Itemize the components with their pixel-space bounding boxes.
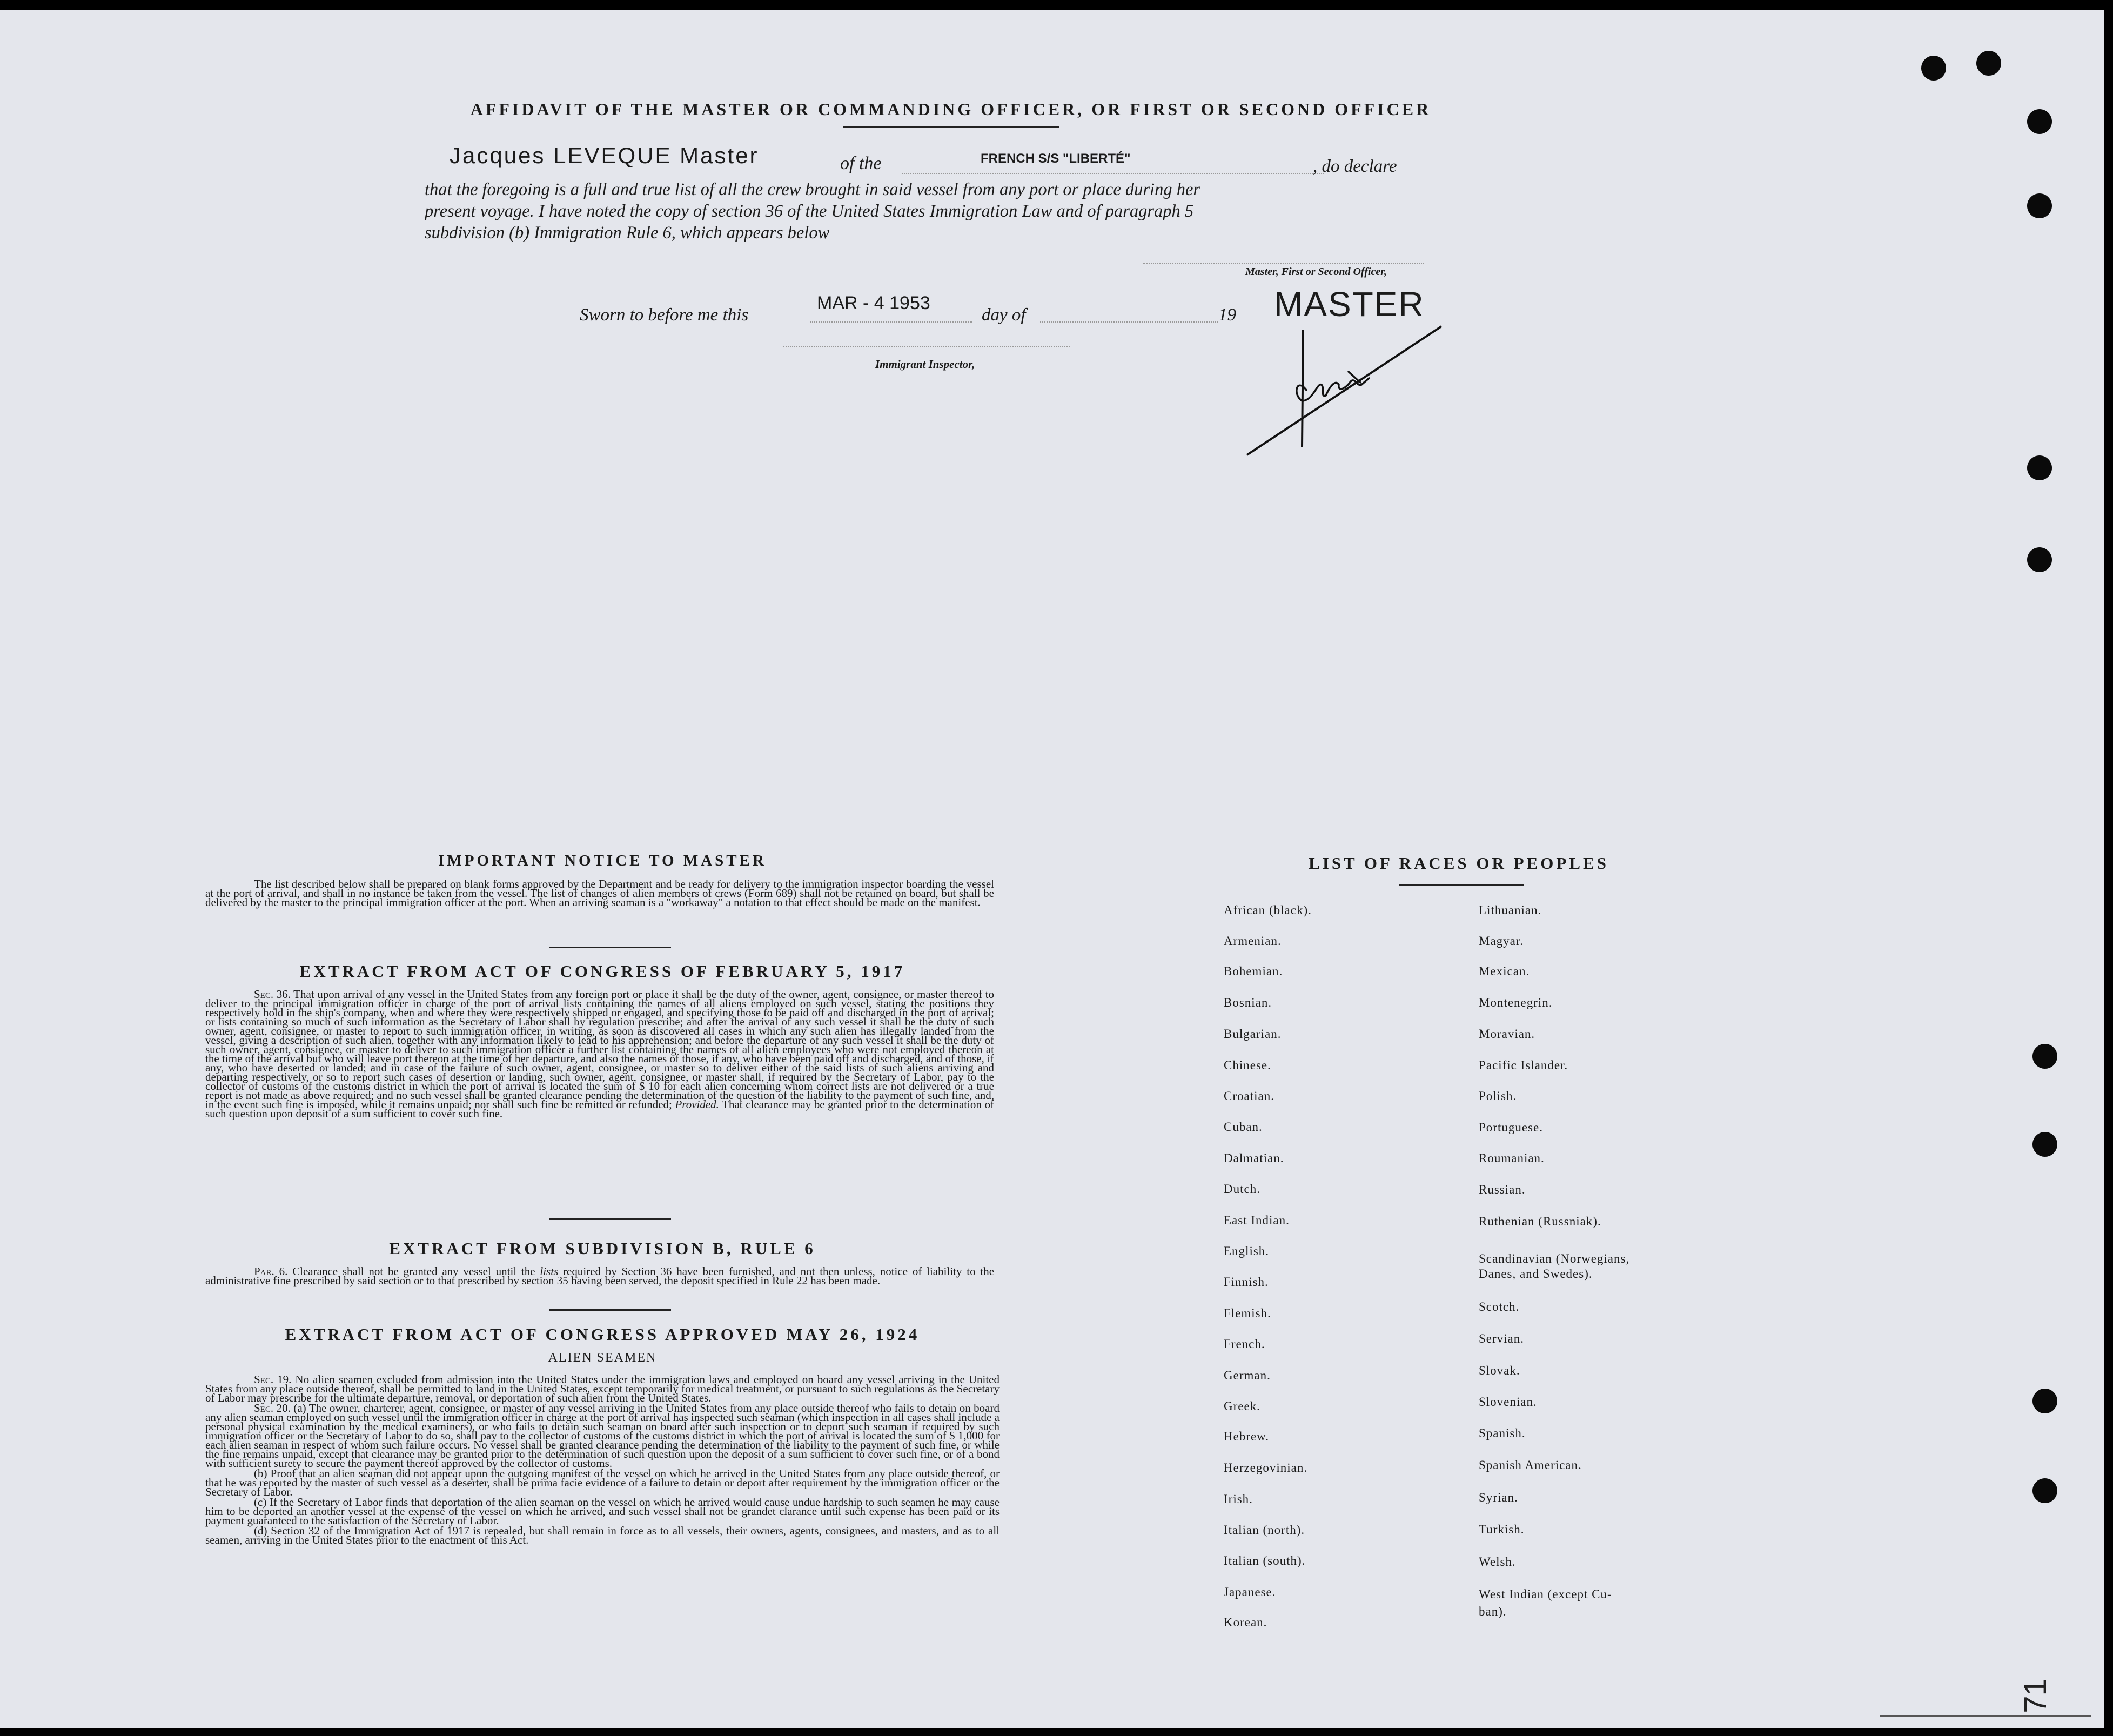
punch-hole (2027, 193, 2052, 218)
month-fill-line (1040, 321, 1218, 323)
race-entry: Bosnian. (1224, 996, 1272, 1009)
race-entry: Bohemian. (1224, 964, 1283, 978)
race-entry: Servian. (1479, 1332, 1525, 1345)
punch-hole (2032, 1132, 2057, 1157)
inspector-fill-line (783, 346, 1070, 347)
race-entry: Herzegovinian. (1224, 1461, 1308, 1474)
act-1924-text-block (205, 1375, 1000, 1546)
page-corner-line (1880, 1715, 2091, 1717)
section-rule (549, 1309, 671, 1311)
section-36-label: Sec. 36. (254, 988, 291, 1001)
race-entry: Dalmatian. (1224, 1151, 1284, 1165)
of-the-label: of the (840, 153, 882, 173)
race-entry: Flemish. (1224, 1306, 1271, 1320)
race-entry: Hebrew. (1224, 1430, 1270, 1443)
race-entry: West Indian (except Cu- (1479, 1587, 1612, 1601)
punch-hole (2032, 1478, 2057, 1503)
race-entry: Mexican. (1479, 964, 1530, 978)
race-entry: Japanese. (1224, 1585, 1276, 1599)
provided-word: Provided. (675, 1098, 719, 1111)
punch-hole (2032, 1389, 2057, 1413)
section-36-body: That upon arrival of any vessel in the United States from any foreign port or place it shall be the duty of the owner, agent, consignee, or master thereof to deliver to the principal immigration officer in charge of the port of arrival lists containing the names of all aliens employed on such vessel, stating the positions they respectively hold in the ship's company, when and where they were respectively shipped or engaged, and specifying those to be paid off and discharged in the port of arrival; or lists containing so much of such information as the Secretary of Labor shall by regulation prescribe; and after the arrival of any such vessel it shall be the duty of such owner, agent, consignee, or master to report to such immigration officer, in writing, as soon as discovered all cases in which any such alien has illegally landed from the vessel, giving a description of such alien, together with any information likely to lead to his apprehension; and before the departure of any such vessel it shall be the duty of such owner, agent, consignee, or master to deliver to such immigration officer a further list containing the names of all alien employees who were not employed thereon at the time of the arrival but who will leave port thereon at the time of her departure, and also the names of those, if any, who have been paid off and discharged, and of those, if any, who have deserted or landed; and in case of the failure of such owner, agent, consignee, or master so to deliver either of the said lists of such aliens arriving and departing respectively, or so to report such cases of desertion or landing, such owner, agent, consignee, or master shall, if required by the Secretary of Labor, pay to the collector of customs of the customs district in which the port of arrival is located the sum of $ 10 for each alien concerning whom correct lists are not delivered or a true report is not made as above required; and no such vessel shall be granted clearance pending the determination of the question of the liability to the payment of such fine, and, in the event such fine is imposed, while it remains unpaid; nor shall such fine be remitted or refunded; (205, 988, 994, 1111)
section-20a-text (205, 1404, 1000, 1468)
race-entry: Chinese. (1224, 1058, 1271, 1072)
race-entry: Danes, and Swedes). (1479, 1267, 1593, 1281)
race-entry: Scandinavian (Norwegians, (1479, 1252, 1630, 1265)
master-signature (1243, 319, 1448, 465)
lists-word: lists (540, 1265, 559, 1278)
section-20a-body: (a) The owner, charterer, agent, consignee, or master of any vessel arriving in the United States from any place outside thereof who fails to detain on board any alien seaman employed on such vessel until the immigration officer in charge at the port of arrival has inspected such seaman (which inspection in all cases shall include a personal physical examination by the medical examiners), or who fails to detain such seaman on board after such inspection or to deport such seaman if required by such immigration officer or the Secretary of Labor to do so, shall pay to the collector of customs of the customs district in which the port of arrival is located the sum of $ 1,000 for each alien seaman in respect of whom such failure occurs. No vessel shall be granted clearance pending the determination of the liability to the payment of such fine, or while the fine remains unpaid, except that clearance may be granted prior to the determination of such question upon the deposit of a sum sufficient to cover such fine, or of a bond with sufficient surety to secure the payment thereof approved by the collector of customs. (205, 1402, 1000, 1470)
master-name-stamp: Jacques LEVEQUE Master (450, 143, 759, 168)
race-entry: Turkish. (1479, 1523, 1525, 1536)
race-entry: Montenegrin. (1479, 996, 1553, 1009)
affidavit-body-line: present voyage. I have noted the copy of section 36 of the United States Immigration Law and of paragraph 5 (425, 202, 1194, 221)
race-entry: Portuguese. (1479, 1121, 1543, 1134)
race-entry: Syrian. (1479, 1491, 1518, 1504)
notice-text: The list described below shall be prepared on blank forms approved by the Department and be ready for delivery to the immigration inspector boarding the vessel at the port of arrival, and shall in no instance be taken from the vessel. The list of changes of alien members of crews (Form 689) shall not be retained on board, but shall be delivered by the master to the principal immigration officer at the port. When an arriving seaman is a "workaway" a notation to that effect should be made on the manifest. (205, 877, 994, 909)
race-entry: French. (1224, 1337, 1265, 1351)
section-19-label: Sec. 19. (254, 1373, 292, 1386)
rule-6-text-block (205, 1267, 994, 1286)
page-number-mark: 71 (2017, 1678, 2053, 1713)
punch-hole (2032, 1044, 2057, 1069)
do-declare-label: , do declare (1313, 157, 1397, 176)
race-entry: Bulgarian. (1224, 1027, 1282, 1041)
paragraph-6-label: Par. 6. (254, 1265, 288, 1278)
races-title: LIST OF RACES OR PEOPLES (1309, 854, 1609, 873)
rule-6-title: EXTRACT FROM SUBDIVISION B, RULE 6 (389, 1239, 816, 1258)
alien-seamen-subtitle: ALIEN SEAMEN (548, 1351, 657, 1365)
race-entry: Scotch. (1479, 1300, 1520, 1313)
race-entry: English. (1224, 1244, 1270, 1258)
punch-hole (2027, 455, 2052, 480)
act-1924-title: EXTRACT FROM ACT OF CONGRESS APPROVED MAY 26, 1924 (285, 1325, 920, 1344)
race-entry: Armenian. (1224, 934, 1282, 948)
section-20d-text: (d) Section 32 of the Immigration Act of 1917 is repealed, but shall remain in force as to all vessels, their owners, agents, consignees, and masters, and as to all seamen, arriving in the United States prior to the enactment of this Act. (205, 1524, 1000, 1546)
date-fill-line (810, 321, 972, 323)
race-entry: Italian (north). (1224, 1523, 1305, 1537)
title-rule (843, 126, 1059, 128)
race-entry: East Indian. (1224, 1214, 1290, 1227)
race-entry: Roumanian. (1479, 1151, 1545, 1165)
punch-hole (1976, 51, 2001, 76)
inspector-label: Immigrant Inspector, (875, 358, 975, 371)
race-entry: Croatian. (1224, 1089, 1274, 1103)
race-entry: Korean. (1224, 1616, 1267, 1629)
race-entry: German. (1224, 1369, 1271, 1382)
race-entry: Irish. (1224, 1492, 1253, 1506)
notice-title: IMPORTANT NOTICE TO MASTER (438, 852, 767, 869)
race-entry: Finnish. (1224, 1275, 1269, 1289)
rule-6-body-start: Clearance shall not be granted any vessel until the (292, 1265, 535, 1278)
vessel-name-stamp: FRENCH S/S "LIBERTÉ" (981, 151, 1131, 166)
race-entry: Ruthenian (Russniak). (1479, 1215, 1601, 1228)
vessel-fill-line (902, 173, 1324, 174)
day-of-label: day of (982, 305, 1026, 325)
race-entry: Slovenian. (1479, 1395, 1537, 1409)
signature-fill-line (1143, 263, 1424, 264)
race-entry: African (black). (1224, 903, 1312, 917)
race-entry: Magyar. (1479, 934, 1524, 948)
act-1917-text-block (205, 990, 994, 1120)
race-entry: Welsh. (1479, 1555, 1516, 1569)
section-rule (549, 1218, 671, 1220)
section-rule (549, 947, 671, 948)
affidavit-body-line: that the foregoing is a full and true list of all the crew brought in said vessel from any port or place during her (425, 180, 1200, 199)
race-entry: Cuban. (1224, 1120, 1263, 1134)
race-entry: Italian (south). (1224, 1554, 1306, 1567)
sworn-label: Sworn to before me this (580, 305, 749, 325)
race-entry: Spanish. (1479, 1426, 1526, 1440)
punch-hole (2027, 547, 2052, 572)
race-entry: Spanish American. (1479, 1458, 1582, 1472)
act-1917-title: EXTRACT FROM ACT OF CONGRESS OF FEBRUARY 5, 1917 (299, 962, 905, 981)
punch-hole (2027, 109, 2052, 134)
races-title-rule (1399, 884, 1524, 886)
master-title-stamp: MASTER (1274, 285, 1425, 324)
race-entry: Pacific Islander. (1479, 1058, 1568, 1072)
section-19-text (205, 1375, 1000, 1403)
section-20c-text: (c) If the Secretary of Labor finds that deportation of the alien seaman on the vessel on which he arrived would cause undue hardship to such seamen he may cause him to be deported an another vessel at the expense of the vessel on which he arrived, and such vessel shall not be grandet clarance until such expense has been paid or its payment guaranteed to the satisfaction of the Secretary of Labor. (205, 1496, 1000, 1527)
notice-text-block (205, 877, 994, 909)
race-entry: Greek. (1224, 1399, 1260, 1413)
race-entry: ban). (1479, 1605, 1507, 1618)
year-prefix: 19 (1218, 305, 1236, 325)
affidavit-body-line: subdivision (b) Immigration Rule 6, which appears below (425, 223, 830, 243)
date-stamp: MAR - 4 1953 (817, 293, 930, 313)
race-entry: Russian. (1479, 1183, 1526, 1196)
section-36-text (205, 990, 994, 1118)
race-entry: Lithuanian. (1479, 903, 1542, 917)
section-20-label: Sec. 20. (254, 1402, 291, 1415)
race-entry: Slovak. (1479, 1364, 1520, 1377)
race-entry: Dutch. (1224, 1182, 1260, 1196)
rule-6-text (205, 1267, 994, 1285)
race-entry: Moravian. (1479, 1027, 1535, 1041)
rule-6-body-end: required by Section 36 have been furnished, and not then unless, notice of liability to the administrative fine prescribed by said section or to that prescribed by section 35 having been served, the deposit specified in Rule 22 has been made. (205, 1265, 995, 1287)
affidavit-title: AFFIDAVIT OF THE MASTER OR COMMANDING OFFICER, OR FIRST OR SECOND OFFICER (470, 99, 1432, 119)
section-20b-text: (b) Proof that an alien seaman did not appear upon the outgoing manifest of the vessel on which he arrived in the United States from any place outside thereof, or that he was reported by the master of such vessel as a deserter, shall be prima facie evidence of a failure to detain or deport after requirement by the immigration officer or the Secretary of Labor. (205, 1467, 1000, 1498)
section-36-end: That clearance may be granted prior to the determination of such question upon deposit of a sum sufficient to cover such fine. (205, 1098, 995, 1120)
officer-label: Master, First or Second Officer, (1245, 266, 1387, 278)
section-19-body: No alien seamen excluded from admission into the United States under the immigration laws and employed on board any vessel arriving in the United States from any place outside thereof, shall be permitted to land in the United States, except temporarily for medical treatment, or pursuant to such regulations as the Secretary of Labor may prescribe for the ultimate departure, removal, or deportation of such alien from the United States. (205, 1373, 1000, 1404)
race-entry: Polish. (1479, 1089, 1517, 1103)
punch-hole (1921, 56, 1946, 81)
